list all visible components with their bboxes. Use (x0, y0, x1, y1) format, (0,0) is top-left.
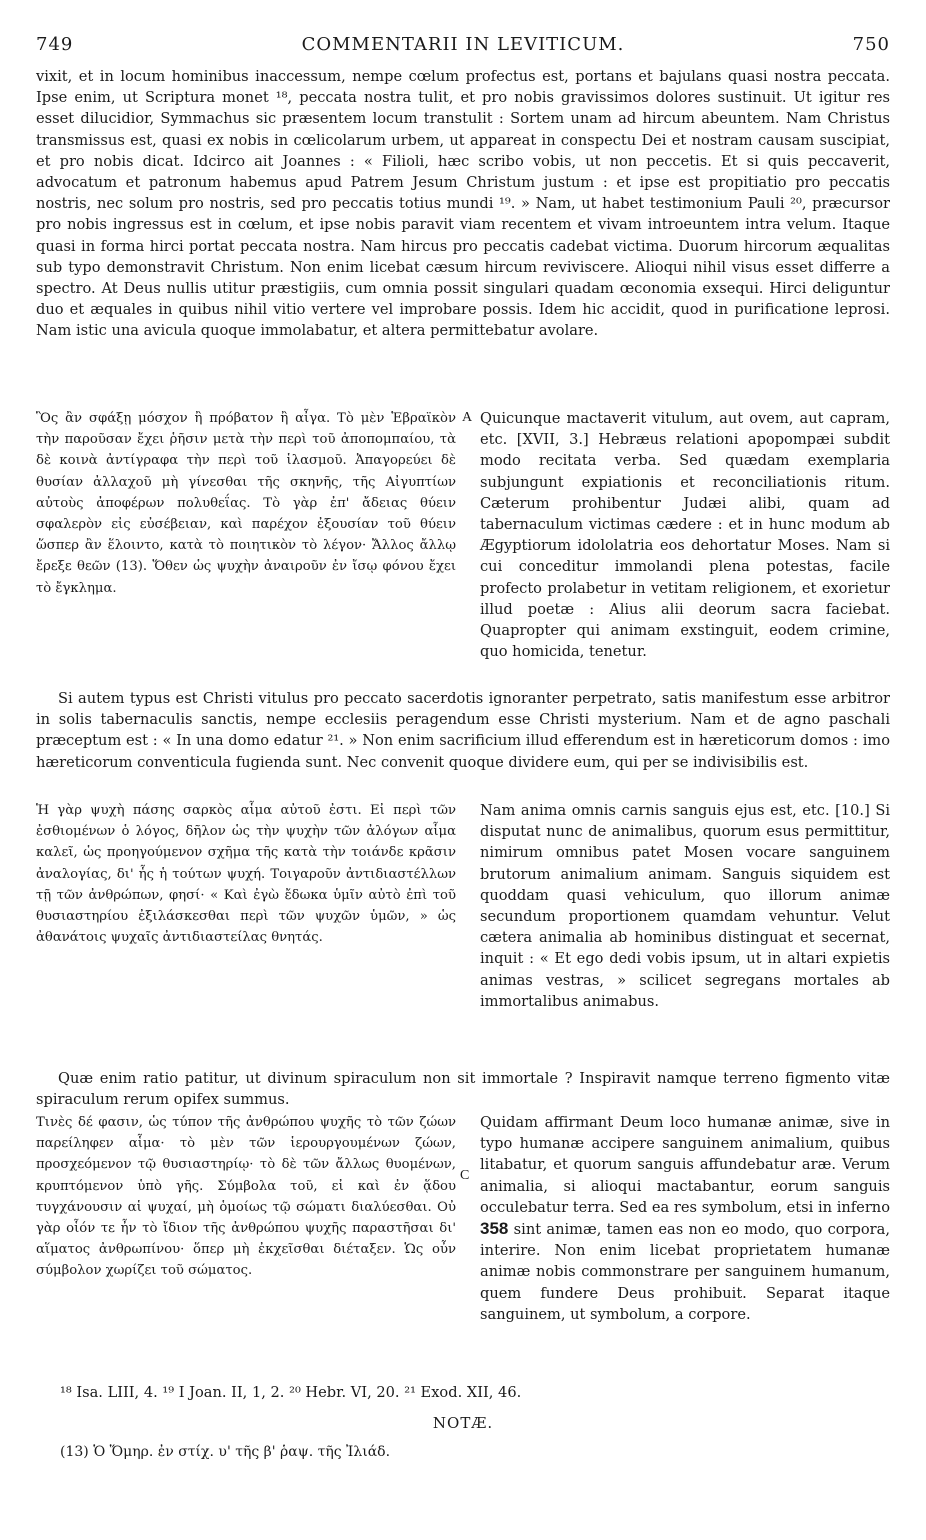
running-header (36, 34, 890, 64)
latin-paragraph-opening: vixit, et in locum hominibus inaccessum, nempe cœlum profectus est, portans et bajulans quasi nostra peccata. Ipse enim, ut Scriptura monet ¹⁸, peccata nostra tulit, et pro nobis gravissimos dolores sustinuit. Ut igitur res esset dilucidior, Symmachus sic præsentem locum transtulit : Sortem unam ad hircum abeuntem. Nam Christus transmissus est, quasi ex nobis in cœlicolarum urbem, ut appareat in conspectu Dei et nostram causam suscipiat, et pro nobis dicat. Idcirco ait Joannes : « Filioli, hæc scribo vobis, ut non peccetis. Et si quis peccaverit, advocatum et patronum habemus apud Patrem Jesum Christum justum : et ipse est propitiatio pro peccatis nostris, nec solum pro nostris, sed pro peccatis totius mundi ¹⁹. » Nam, ut habet testimonium Pauli ²⁰, præcursor pro nobis ingressus est in cœlum, et ipse nobis paravit viam recentem et vivam introeuntem intra velum. Itaque quasi in forma hirci portat peccata nostra. Nam hircus pro peccatis cadebat victima. Duorum hircorum æqualitas sub typo demonstravit Christum. Non enim licebat cæsum hircum reviviscere. Alioqui nihil visus esset differre a spectro. At Deus nullis utitur præstigiis, cum omnia possit singulari quadam œconomia exsequi. Hirci deliguntur duo et æquales in quibus nihil vitio vertere vel improbare possis. Idem hic accidit, quod in purificatione leprosi. Nam istic una avicula quoque immolabatur, et altera permittebatur avolare. (36, 68, 890, 340)
notae-text: (13) Ὁ Ὅμηρ. ἐν στίχ. υ' τῆς β' ῥαψ. τῆς Ἰλιάδ. (60, 1444, 391, 1460)
latin-column-3-text-a: Quidam affirmant Deum loco humanæ animæ, sive in typo humanæ accipere sanguinem animalium, quibus litabatur, et quorum sanguis affundebatur aræ. Verum animalia, si alioqui mactabantur, eorum sanguis occulebatur terra. Sed ea res symbolum, etsi in inferno (480, 1114, 890, 1216)
latin-column-3 (480, 1112, 890, 1325)
latin-column-1: Quicunque mactaverit vitulum, aut ovem, aut capram, etc. [XVII, 3.] Hebræus relationi apopompæi subdit modo recitata verba. Sed quædam exemplaria subjungunt expiationis et reconciliationis ritum. Cæterum prohibentur Judæi alibi, quam ad tabernaculum victimas cædere : et in hunc modum ab Ægyptiorum idololatria eos dehortatur Moses. Nam si cui conceditur immolandi plena potestas, facile profecto prolabetur in vetitam religionem, et exorietur illud poetæ : Alius alii deorum sacra faciebat. Quapropter qui animam exstinguit, eodem crimine, quo homicida, tenetur. (480, 410, 890, 661)
greek-column-2: Ἡ γὰρ ψυχὴ πάσης σαρκὸς αἷμα αὐτοῦ ἐστι. Εἰ περὶ τῶν ἐσθιομένων ὁ λόγος, δῆλον ὡς τὴν ψυχὴν τῶν ἀλόγων αἷμα καλεῖ, ὡς προηγούμενον σχῆμα τῆς κατὰ τὴν τοιάνδε κρᾶσιν ἀναλογίας, δι' ἧς ἡ τούτων ψυχή. Τοιγαροῦν ἀντιδιαστέλλων τῇ τῶν ἀνθρώπων, φησί· « Καὶ ἐγὼ ἔδωκα ὑμῖν αὐτὸ ἐπὶ τοῦ θυσιαστηρίου ἐξιλάσκεσθαι περὶ τῶν ψυχῶν ὑμῶν, » ὡς ἀθανάτοις ψυχαῖς ἀντιδιαστείλας θνητάς. (36, 803, 456, 946)
migne-page-number: 358 (480, 1219, 509, 1239)
latin-column-3-text-b: sint animæ, tamen eas non eo modo, quo corpora, interire. Non enim licebat proprietatem humanæ animæ nobis commonstrare per sanguinem humanum, quem fundere Deus prohibuit. Separat itaque sanguinem, ut symbolum, a corpore. (480, 1221, 890, 1323)
margin-letter-a: A (462, 410, 473, 425)
footnotes: ¹⁸ Isa. LIII, 4. ¹⁹ I Joan. II, 1, 2. ²⁰ Hebr. VI, 20. ²¹ Exod. XII, 46. (60, 1384, 522, 1401)
greek-column-1: Ὃς ἂν σφάξῃ μόσχον ἢ πρόβατον ἢ αἶγα. Τὸ μὲν Ἑβραϊκὸν τὴν παροῦσαν ἔχει ῥῆσιν μετὰ τὴν περὶ τοῦ ἀποπομπαίου, τὰ δὲ κοινὰ ἀντίγραφα τὴν περὶ τοῦ ἱλασμοῦ. Ἀπαγορεύει δὲ θυσίαν ἀλλαχοῦ μὴ γίνεσθαι τῆς σκηνῆς, τῆς Αἰγυπτίων αὐτοὺς ἀποφέρων πολυθεΐας. Τὸ γὰρ ἐπ' ἄδειας θύειν σφαλερὸν εἰς εὐσέβειαν, καὶ παρέχον ἐξουσίαν τοῦ θύειν ὥσπερ ἂν ἕλοιντο, κατὰ τὸ ποιητικὸν τὸ λέγον· Ἄλλος ἄλλῳ ἔρεξε θεῶν (13). Ὅθεν ὡς ψυχὴν ἀναιροῦν ἐν ἴσῳ φόνου ἔχει τὸ ἔγκλημα. (36, 411, 456, 596)
page-number-left: 749 (36, 34, 74, 55)
margin-letter-c: C (460, 1168, 470, 1183)
page-number-right: 750 (852, 34, 890, 55)
greek-column-3: Τινὲς δέ φασιν, ὡς τύπον τῆς ἀνθρώπου ψυχῆς τὸ τῶν ζώων παρείληφεν αἷμα· τὸ μὲν τῶν ἱερουργουμένων ζώων, προσχεόμενον τῷ θυσιαστηρίῳ· τὸ δὲ τῶν ἄλλως θυομένων, κρυπτόμενον ὑπὸ γῆς. Σύμβολα τοῦ, εἰ καὶ ἐν ᾅδου τυγχάνουσιν αἱ ψυχαί, μὴ ὁμοίως τῷ σώματι διαλύεσθαι. Οὐ γὰρ οἷόν τε ἦν τὸ ἴδιον τῆς ἀνθρώπου ψυχῆς παραστῆσαι δι' αἵματος ἀνθρωπίνου· ὅπερ μὴ ἐκχεῖσθαι διέταξεν. Ὡς οὖν σύμβολον χωρίζει τοῦ σώματος. (36, 1115, 456, 1279)
notae-heading: NOTÆ. (432, 1414, 494, 1432)
running-title: COMMENTARII IN LEVITICUM. (301, 34, 625, 55)
latin-column-2: Nam anima omnis carnis sanguis ejus est, etc. [10.] Si disputat nunc de animalibus, quorum esus permittitur, nimirum omnibus patet Mosen vocare sanguinem brutorum animalium animam. Sanguis siquidem est quoddam quasi vehiculum, quo illorum animæ secundum proportionem quamdam vehuntur. Velut cætera animalia ab hominibus distinguat et secernat, inquit : « Et ego dedi vobis ipsum, ut in altari expietis animas vestras, » scilicet segregans mortales ab immortalibus animabus. (480, 802, 890, 1010)
latin-paragraph-typus: Si autem typus est Christi vitulus pro peccato sacerdotis ignoranter perpetrato, satis manifestum esse arbitror in solis tabernaculis sanctis, nempe ecclesiis peragendum esse Christi mysterium. Nam et de agno paschali præceptum est : « In una domo edatur ²¹. » Non enim sacrificium illud efferendum est in hæreticorum domos : imo hæreticorum conventicula fugienda sunt. Nec convenit quoque dividere eum, qui per se indivisibilis est. (36, 690, 890, 771)
latin-paragraph-spiraculum: Quæ enim ratio patitur, ut divinum spiraculum non sit immortale ? Inspiravit namque terreno figmento vitæ spiraculum rerum opifex summus. (36, 1070, 890, 1109)
